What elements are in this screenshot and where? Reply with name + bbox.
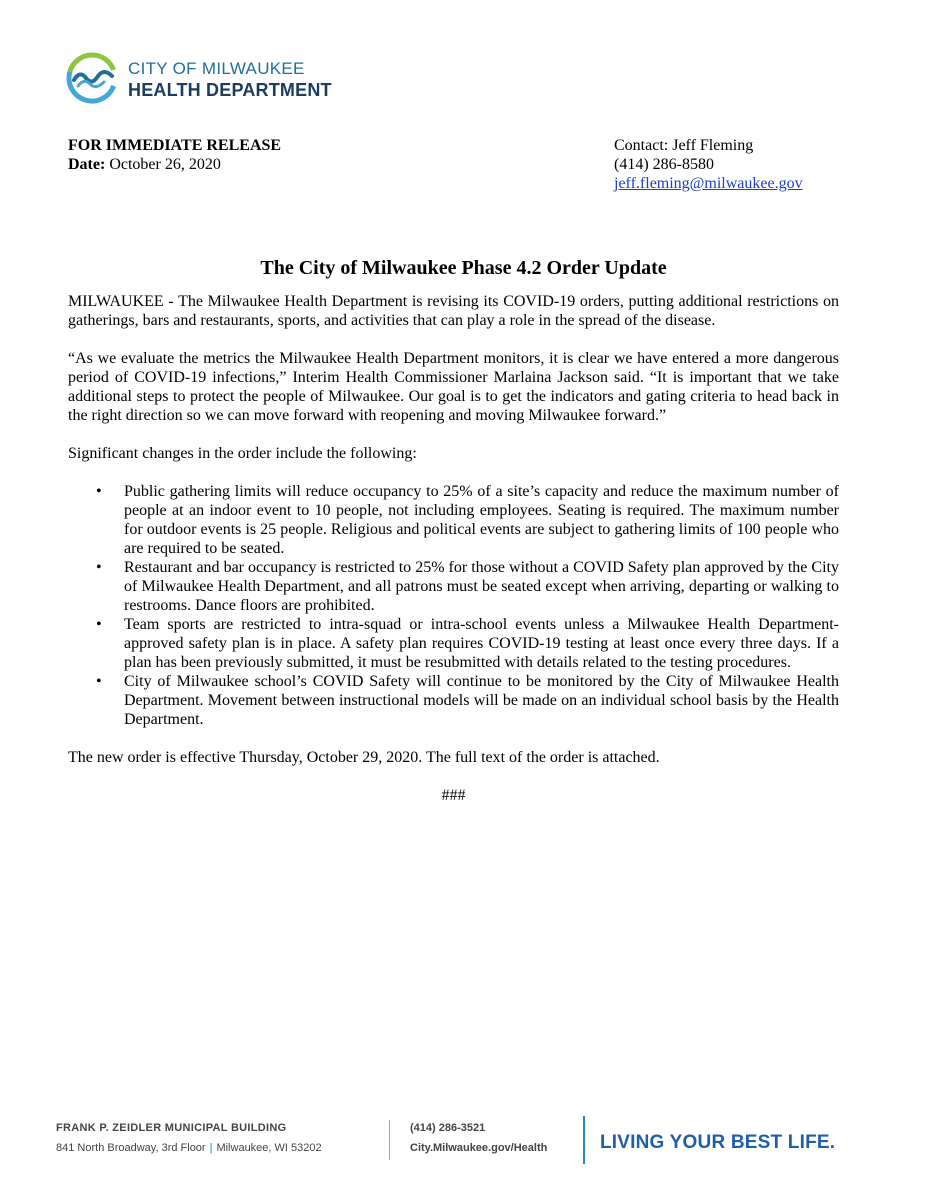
list-item: • Restaurant and bar occupancy is restricted to 25% for those without a COVID Safety plan approved by the City of Milwaukee Health Department, and all patrons must be seated except when arriving, departing or walking to restrooms. Dance floors are prohibited. [96, 559, 839, 614]
closing-paragraph: The new order is effective Thursday, October 29, 2020. The full text of the order is attached. [68, 749, 660, 766]
press-release-title: The City of Milwaukee Phase 4.2 Order Update [260, 257, 667, 279]
contact-info [614, 136, 803, 193]
intro-paragraph: MILWAUKEE - The Milwaukee Health Department is revising its COVID-19 orders, putting additional restrictions on gatherings, bars and restaurants, sports, and activities that can play a role in the spread of the disease. [68, 293, 839, 329]
footer-website[interactable]: City.Milwaukee.gov/Health [410, 1142, 548, 1154]
footer-phone: (414) 286-3521 [410, 1122, 486, 1134]
letterhead-footer [0, 1112, 927, 1200]
footer-divider [583, 1116, 585, 1164]
footer-divider [389, 1120, 390, 1160]
footer-slogan: LIVING YOUR BEST LIFE. [600, 1132, 836, 1153]
list-item: • Public gathering limits will reduce occupancy to 25% of a site’s capacity and reduce the maximum number of people at an indoor event to 10 people, not including employees. Seating is required. The maximum number for outdoor events is 25 people. Religious and political events are subject to gathering limits of 100 people who are required to be seated. [96, 483, 839, 557]
release-date: Date: October 26, 2020 [68, 156, 221, 173]
contact-phone: (414) 286-8580 [614, 156, 714, 173]
milwaukee-wave-logo-icon [66, 52, 122, 104]
list-item: • City of Milwaukee school’s COVID Safety will continue to be monitored by the City of Milwaukee Health Department. Movement between instructional models will be made on an individual school basis by the Health Department. [96, 673, 839, 728]
footer-building: FRANK P. ZEIDLER MUNICIPAL BUILDING [56, 1122, 287, 1134]
list-item: • Team sports are restricted to intra-squad or intra-school events unless a Milwaukee Health Department-approved safety plan is in place. A safety plan requires COVID-19 testing at least once every three days. If a plan has been previously submitted, it must be resubmitted with details related to the testing procedures. [96, 616, 839, 671]
end-mark: ### [441, 787, 466, 804]
logo-city-text: CITY OF MILWAUKEE [128, 59, 305, 78]
release-label: FOR IMMEDIATE RELEASE [68, 137, 282, 154]
quote-paragraph: “As we evaluate the metrics the Milwaukee Health Department monitors, it is clear we have entered a more dangerous period of COVID-19 infections,” Interim Health Commissioner Marlaina Jackson said. “It is important that we take additional steps to protect the people of Milwaukee. Our goal is to get the indicators and gating criteria to head back in the right direction so we can move forward with reopening and moving Milwaukee forward.” [68, 350, 839, 424]
health-department-logo [66, 52, 366, 108]
logo-department-text: HEALTH DEPARTMENT [128, 80, 332, 100]
footer-address: 841 North Broadway, 3rd Floor | Milwaukee, WI 53202 [56, 1142, 322, 1154]
changes-intro: Significant changes in the order include the following: [68, 445, 417, 462]
contact-email-link[interactable]: jeff.fleming@milwaukee.gov [614, 175, 803, 192]
contact-name: Contact: Jeff Fleming [614, 137, 754, 154]
release-info [68, 136, 281, 174]
changes-list [68, 482, 839, 729]
press-release-body [68, 292, 839, 805]
